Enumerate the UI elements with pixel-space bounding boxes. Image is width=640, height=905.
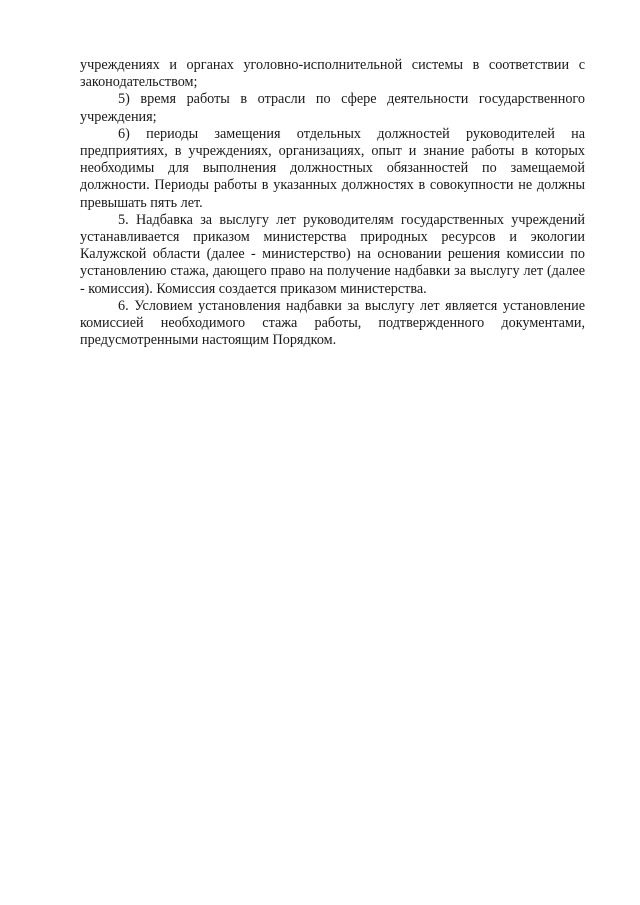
paragraph-continuation: учреждениях и органах уголовно-исполнительной системы в соответствии с законодательством;: [80, 57, 585, 91]
paragraph-item-5: 5) время работы в отрасли по сфере деятельности государственного учреждения;: [80, 91, 585, 125]
paragraph-clause-6: 6. Условием установления надбавки за выслугу лет является установление комиссией необходимого стажа работы, подтвержденного документами, предусмотренными настоящим Порядком.: [80, 297, 585, 349]
paragraph-item-6: 6) периоды замещения отдельных должностей руководителей на предприятиях, в учреждениях, организациях, опыт и знание работы в которых необходимы для выполнения должностных обязанностей по замещаемой должности. Периоды работы в указанных должностях в совокупности не должны превышать пять лет.: [80, 125, 585, 211]
paragraph-clause-5: 5. Надбавка за выслугу лет руководителям государственных учреждений устанавливается приказом министерства природных ресурсов и экологии Калужской области (далее - министерство) на основании решения комиссии по установлению стажа, дающего право на получение надбавки за выслугу лет (далее - комиссия). Комиссия создается приказом министерства.: [80, 211, 585, 297]
document-body: [80, 57, 585, 349]
